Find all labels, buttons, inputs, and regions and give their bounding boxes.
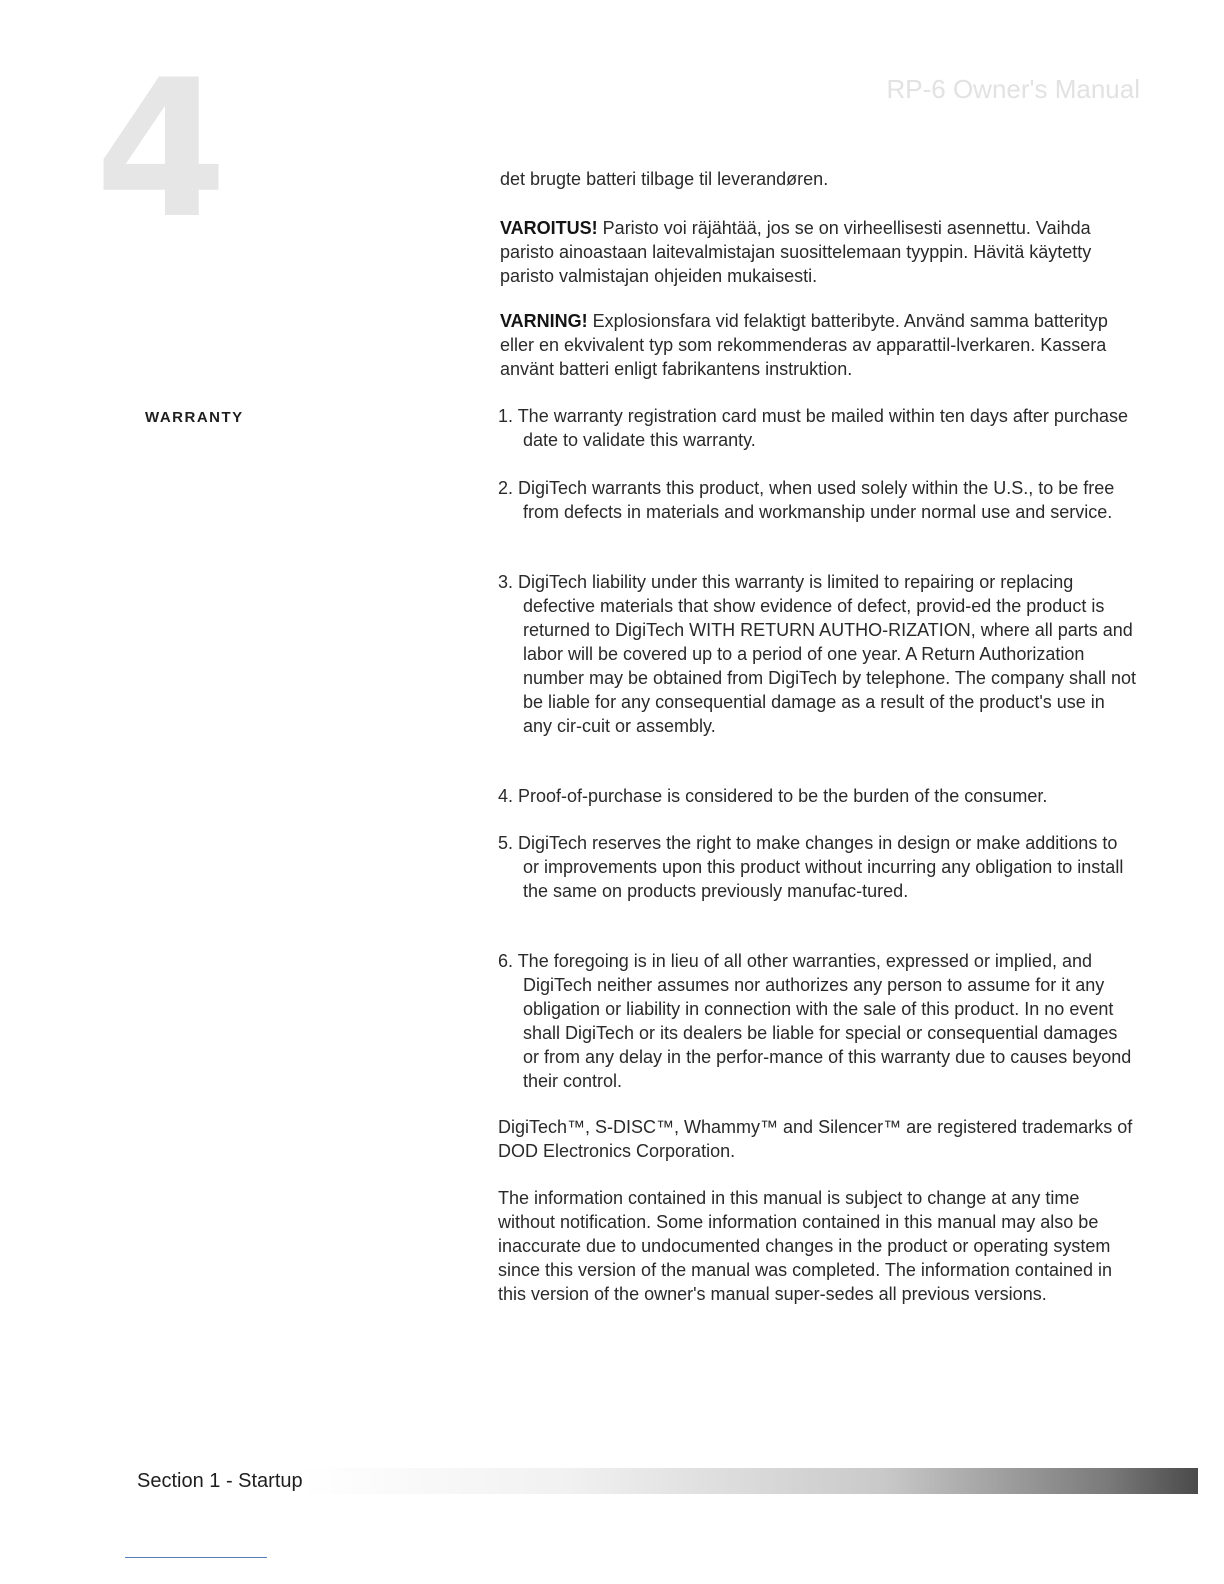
warranty-item-5: 5. DigiTech reserves the right to make changes in design or make additions to or improvements upon this product without incurring any obligation to install the same on products previously manufac-tured. [498, 833, 1124, 901]
finnish-warning-text: Paristo voi räjähtää, jos se on virheellisesti asennettu. Vaihda paristo ainoastaan laitevalmistajan suosittelemaan tyyppin. Hävitä käytetty paristo valmistajan ohjeiden mukaisesti. [500, 218, 1092, 286]
continuation-paragraph: det brugte batteri tilbage til leverandøren. [500, 169, 829, 189]
swedish-warning-text: Explosionsfara vid felaktigt batteribyte. Använd samma batterityp eller en ekvivalent typ som rekommenderas av apparattil-lverkaren. Kassera använt batteri enligt fabrikantens instruktion. [500, 311, 1108, 379]
footer-section-label: Section 1 - Startup [137, 1470, 303, 1492]
disclaimer-paragraph: The information contained in this manual is subject to change at any time without notification. Some information contained in this manual may also be inaccurate due to undocumented changes in the product or operating system since this version of the manual was completed. The information contained in this version of the owner's manual super-sedes all previous versions. [498, 1188, 1113, 1304]
warranty-item-2: 2. DigiTech warrants this product, when used solely within the U.S., to be free from defects in materials and workmanship under normal use and service. [498, 478, 1115, 522]
warranty-item-4: 4. Proof-of-purchase is considered to be the burden of the consumer. [498, 786, 1048, 806]
bottom-rule [125, 1557, 267, 1558]
swedish-warning-label: VARNING! [500, 311, 588, 331]
warranty-heading: WARRANTY [145, 409, 244, 426]
footer-gradient-bar [300, 1468, 1198, 1494]
warranty-item-3: 3. DigiTech liability under this warranty is limited to repairing or replacing defective materials that show evidence of defect, provid-ed the product is returned to DigiTech WITH RETURN AUTHO-RIZATION, where all parts and labor will be covered up to a period of one year. A Return Authorization number may be obtained from DigiTech by telephone. The company shall not be liable for any consequential damage as a result of the product's use in any cir-cuit or assembly. [498, 572, 1137, 736]
finnish-warning [500, 216, 1140, 288]
trademarks-paragraph: DigiTech™, S-DISC™, Whammy™ and Silencer™ are registered trademarks of DOD Electronics Corporation. [498, 1117, 1133, 1161]
warranty-item-6: 6. The foregoing is in lieu of all other warranties, expressed or implied, and DigiTech neither assumes nor authorizes any person to assume for it any obligation or liability in connection with the sale of this product. In no event shall DigiTech or its dealers be liable for special or consequential damages or from any delay in the perfor-mance of this warranty due to causes beyond their control. [498, 951, 1132, 1091]
warranty-item-1: 1. The warranty registration card must be mailed within ten days after purchase date to validate this warranty. [498, 406, 1128, 450]
chapter-number: 4 [95, 39, 228, 260]
finnish-warning-label: VAROITUS! [500, 218, 598, 238]
manual-title: RP-6 Owner's Manual [886, 74, 1140, 104]
swedish-warning [500, 309, 1140, 381]
